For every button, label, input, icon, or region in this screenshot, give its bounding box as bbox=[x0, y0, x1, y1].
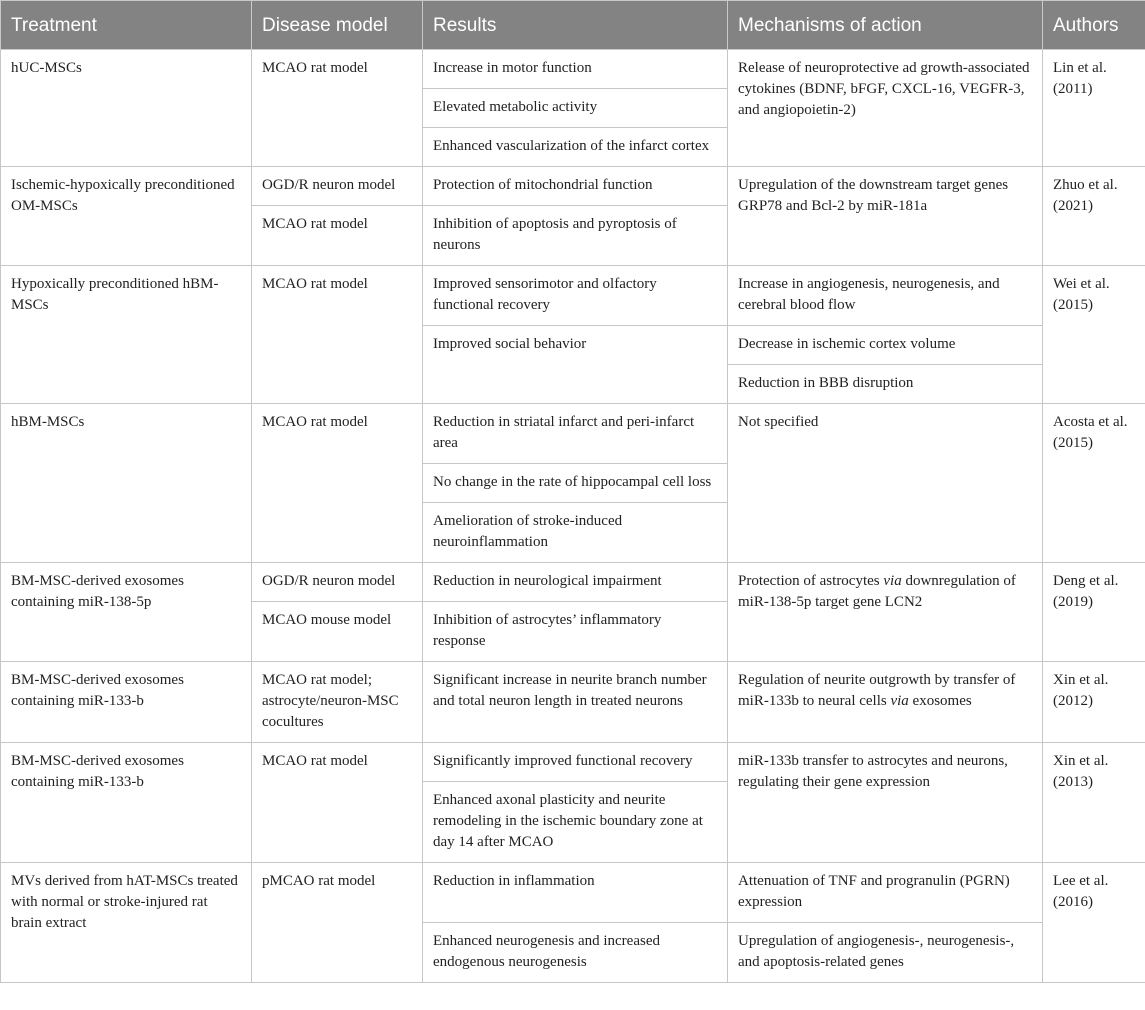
result-cell: Increase in motor function bbox=[423, 50, 728, 89]
header-disease-model: Disease model bbox=[252, 1, 423, 50]
mechanism-cell: Release of neuroprotective ad growth-associated cytokines (BDNF, bFGF, CXCL-16, VEGFR-3, and angiopoietin-2) bbox=[728, 50, 1043, 167]
disease-model-cell: OGD/R neuron model bbox=[252, 167, 423, 206]
result-cell: Reduction in neurological impairment bbox=[423, 563, 728, 602]
author-cell: Xin et al. (2013) bbox=[1043, 743, 1145, 863]
treatment-cell: Hypoxically preconditioned hBM-MSCs bbox=[1, 266, 252, 404]
table-row bbox=[1, 662, 1145, 743]
disease-model-cell: OGD/R neuron model bbox=[252, 563, 423, 602]
author-cell: Zhuo et al. (2021) bbox=[1043, 167, 1145, 266]
table-row bbox=[1, 266, 1145, 326]
result-cell: Elevated metabolic activity bbox=[423, 89, 728, 128]
author-cell: Lin et al. (2011) bbox=[1043, 50, 1145, 167]
header-authors: Authors bbox=[1043, 1, 1145, 50]
author-cell: Lee et al. (2016) bbox=[1043, 863, 1145, 983]
result-cell: Enhanced axonal plasticity and neurite remodeling in the ischemic boundary zone at day 14 after MCAO bbox=[423, 782, 728, 863]
disease-model-cell: MCAO rat model bbox=[252, 404, 423, 563]
result-cell: Improved sensorimotor and olfactory functional recovery bbox=[423, 266, 728, 326]
mechanism-text: downregulation of miR-138-5p target gene LCN2 bbox=[738, 573, 1016, 610]
treatment-cell: hBM-MSCs bbox=[1, 404, 252, 563]
mechanism-cell: Increase in angiogenesis, neurogenesis, and cerebral blood flow bbox=[728, 266, 1043, 326]
mechanism-cell: Decrease in ischemic cortex volume bbox=[728, 326, 1043, 365]
disease-model-cell: MCAO rat model bbox=[252, 50, 423, 167]
table-row bbox=[1, 50, 1145, 89]
author-cell: Deng et al. (2019) bbox=[1043, 563, 1145, 662]
disease-model-cell: MCAO rat model; astrocyte/neuron-MSC cocultures bbox=[252, 662, 423, 743]
table-row bbox=[1, 563, 1145, 602]
mechanism-cell bbox=[728, 662, 1043, 743]
treatment-cell: BM-MSC-derived exosomes containing miR-133-b bbox=[1, 662, 252, 743]
result-cell: Significant increase in neurite branch number and total neuron length in treated neurons bbox=[423, 662, 728, 743]
result-cell: Enhanced neurogenesis and increased endogenous neurogenesis bbox=[423, 923, 728, 983]
mechanism-cell: Not specified bbox=[728, 404, 1043, 563]
disease-model-cell: MCAO rat model bbox=[252, 743, 423, 863]
treatment-cell: BM-MSC-derived exosomes containing miR-133-b bbox=[1, 743, 252, 863]
table-row bbox=[1, 743, 1145, 782]
result-cell: Reduction in inflammation bbox=[423, 863, 728, 923]
treatment-cell: Ischemic-hypoxically preconditioned OM-MSCs bbox=[1, 167, 252, 266]
result-cell: Reduction in striatal infarct and peri-infarct area bbox=[423, 404, 728, 464]
mechanism-cell bbox=[728, 563, 1043, 662]
result-cell: Amelioration of stroke-induced neuroinflammation bbox=[423, 503, 728, 563]
result-cell: Improved social behavior bbox=[423, 326, 728, 404]
result-cell: Protection of mitochondrial function bbox=[423, 167, 728, 206]
header-results: Results bbox=[423, 1, 728, 50]
author-cell: Acosta et al. (2015) bbox=[1043, 404, 1145, 563]
mechanism-cell: Upregulation of the downstream target genes GRP78 and Bcl-2 by miR-181a bbox=[728, 167, 1043, 266]
mechanism-text: Regulation of neurite outgrowth by transfer of miR-133b to neural cells bbox=[738, 672, 1016, 709]
author-cell: Xin et al. (2012) bbox=[1043, 662, 1145, 743]
result-cell: Significantly improved functional recovery bbox=[423, 743, 728, 782]
table-row bbox=[1, 167, 1145, 206]
mechanism-text: Protection of astrocytes bbox=[738, 573, 884, 589]
header-mechanisms: Mechanisms of action bbox=[728, 1, 1043, 50]
result-cell: Inhibition of astrocytes’ inflammatory response bbox=[423, 602, 728, 662]
table-header-row bbox=[1, 1, 1145, 50]
disease-model-cell: MCAO mouse model bbox=[252, 602, 423, 662]
mechanism-cell: Attenuation of TNF and progranulin (PGRN) expression bbox=[728, 863, 1043, 923]
treatment-cell: MVs derived from hAT-MSCs treated with normal or stroke-injured rat brain extract bbox=[1, 863, 252, 983]
result-cell: Enhanced vascularization of the infarct cortex bbox=[423, 128, 728, 167]
mechanism-text: exosomes bbox=[908, 693, 972, 709]
table-row bbox=[1, 863, 1145, 923]
treatment-cell: BM-MSC-derived exosomes containing miR-138-5p bbox=[1, 563, 252, 662]
header-treatment: Treatment bbox=[1, 1, 252, 50]
mechanism-cell: miR-133b transfer to astrocytes and neurons, regulating their gene expression bbox=[728, 743, 1043, 863]
disease-model-cell: pMCAO rat model bbox=[252, 863, 423, 983]
mechanism-cell: Upregulation of angiogenesis-, neurogenesis-, and apoptosis-related genes bbox=[728, 923, 1043, 983]
disease-model-cell: MCAO rat model bbox=[252, 206, 423, 266]
result-cell: Inhibition of apoptosis and pyroptosis of neurons bbox=[423, 206, 728, 266]
treatment-cell: hUC-MSCs bbox=[1, 50, 252, 167]
table-row bbox=[1, 404, 1145, 464]
mechanism-cell: Reduction in BBB disruption bbox=[728, 365, 1043, 404]
mechanism-italic-via: via bbox=[883, 573, 902, 589]
mechanism-italic-via: via bbox=[890, 693, 909, 709]
author-cell: Wei et al. (2015) bbox=[1043, 266, 1145, 404]
disease-model-cell: MCAO rat model bbox=[252, 266, 423, 404]
result-cell: No change in the rate of hippocampal cell loss bbox=[423, 464, 728, 503]
